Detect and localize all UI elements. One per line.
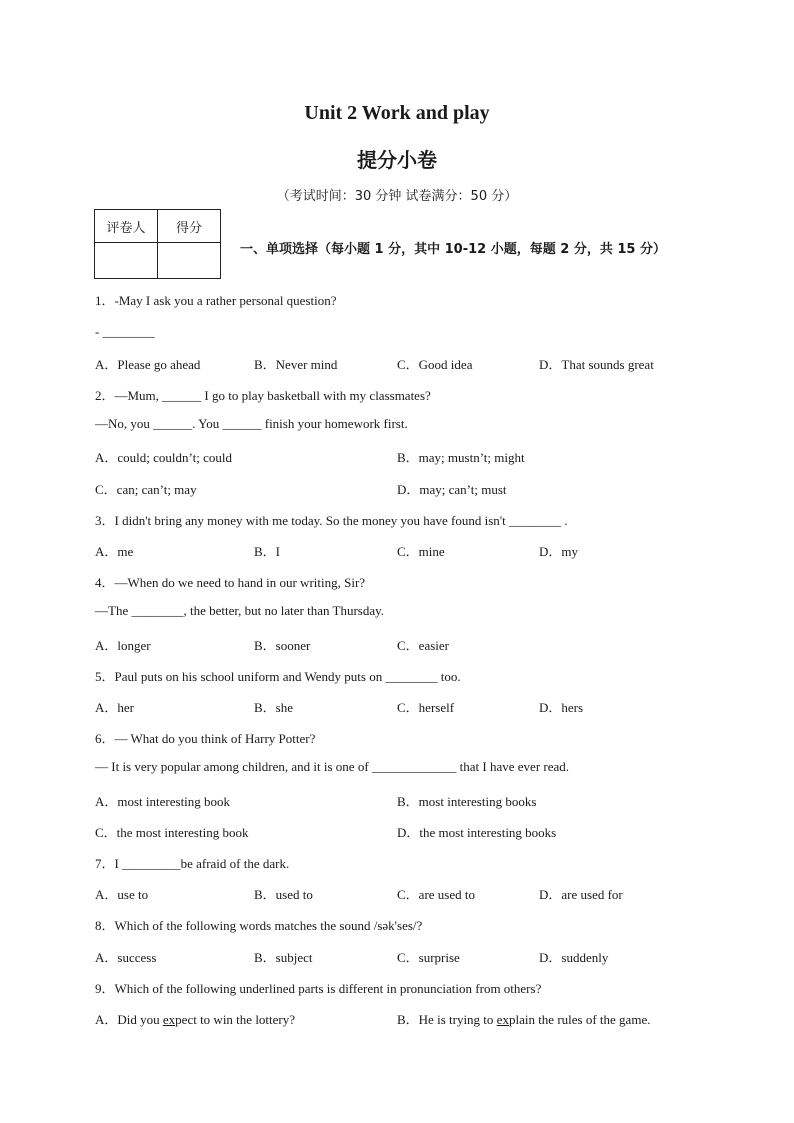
question-9-option-b[interactable]	[397, 1009, 650, 1028]
question-9-option-b-post: plain the rules of the game.	[508, 1012, 651, 1027]
question-1-stem: 1．-May I ask you a rather personal question?	[95, 293, 337, 308]
question-2-option-c[interactable]: C．can; can’t; may	[95, 482, 197, 497]
question-5-option-c[interactable]: C．herself	[397, 700, 455, 715]
question-9-option-a-pre: A．Did you	[95, 1012, 163, 1027]
question-7-option-c[interactable]: C．are used to	[397, 887, 475, 902]
question-3-option-c[interactable]: C．mine	[397, 544, 445, 559]
exam-info: （考试时间：30 分钟 试卷满分：50 分）	[276, 189, 518, 204]
page-title: Unit 2 Work and play	[304, 102, 490, 124]
question-4-stem-2: —The ________, the better, but no later than Thursday.	[95, 603, 385, 618]
question-9-option-a-underlined: ex	[162, 1012, 176, 1027]
question-5-option-a[interactable]: A．her	[95, 700, 134, 715]
question-6-option-a[interactable]: A．most interesting book	[95, 794, 231, 809]
question-3-stem: 3．I didn't bring any money with me today. So the money you have found isn't ________ .	[95, 513, 568, 528]
question-7-option-b[interactable]: B．used to	[254, 887, 313, 902]
question-3-option-a[interactable]: A．me	[95, 544, 134, 559]
question-8-option-a[interactable]: A．success	[95, 950, 157, 965]
question-9-option-b-underlined: ex	[496, 1012, 509, 1027]
question-4-option-b[interactable]: B．sooner	[254, 638, 311, 653]
question-4-option-c[interactable]: C．easier	[397, 638, 449, 653]
question-9-stem: 9．Which of the following underlined parts is different in pronunciation from others?	[95, 981, 542, 996]
question-8-stem: 8．Which of the following words matches the sound /sək'ses/?	[95, 918, 423, 933]
score-table	[94, 209, 221, 279]
question-8-option-b[interactable]: B．subject	[254, 950, 313, 965]
score-table-score-header: 得分	[158, 210, 221, 243]
question-1-option-d[interactable]: D．That sounds great	[539, 357, 654, 372]
score-table-grader-header: 评卷人	[95, 210, 158, 243]
question-6-option-b[interactable]: B．most interesting books	[397, 794, 537, 809]
question-6-stem: 6．— What do you think of Harry Potter?	[95, 731, 316, 746]
question-2-option-b[interactable]: B．may; mustn’t; might	[397, 450, 525, 465]
question-1-option-a[interactable]: A．Please go ahead	[95, 357, 201, 372]
question-5-option-b[interactable]: B．she	[254, 700, 294, 715]
question-7-stem: 7．I _________be afraid of the dark.	[95, 856, 290, 871]
question-6-option-d[interactable]: D．the most interesting books	[397, 825, 557, 840]
question-8-option-d[interactable]: D．suddenly	[539, 950, 609, 965]
question-6-stem-2: — It is very popular among children, and it is one of _____________ that I have ever read.	[95, 759, 570, 774]
question-1-option-b[interactable]: B．Never mind	[254, 357, 338, 372]
question-1-option-c[interactable]: C．Good idea	[397, 357, 473, 372]
question-2-stem-2: —No, you ______. You ______ finish your homework first.	[95, 416, 408, 431]
section-title: 一、单项选择（每小题 1 分，其中 10-12 小题，每题 2 分，共 15 分）	[240, 242, 666, 257]
score-table-grader-cell[interactable]	[95, 243, 158, 279]
question-2-option-d[interactable]: D．may; can’t; must	[397, 482, 507, 497]
question-9-option-a[interactable]	[95, 1009, 295, 1028]
question-8-option-c[interactable]: C．surprise	[397, 950, 460, 965]
question-3-option-b[interactable]: B．I	[254, 544, 281, 559]
question-7-option-d[interactable]: D．are used for	[539, 887, 623, 902]
question-2-stem: 2．—Mum, ______ I go to play basketball with my classmates?	[95, 388, 431, 403]
question-5-option-d[interactable]: D．hers	[539, 700, 584, 715]
question-7-option-a[interactable]: A．use to	[95, 887, 149, 902]
question-4-stem: 4．—When do we need to hand in our writing, Sir?	[95, 575, 366, 590]
question-1-blank: - ________	[95, 324, 155, 339]
question-4-option-a[interactable]: A．longer	[95, 638, 151, 653]
question-5-stem: 5．Paul puts on his school uniform and Wendy puts on ________ too.	[95, 669, 461, 684]
question-3-option-d[interactable]: D．my	[539, 544, 579, 559]
question-9-option-a-post: pect to win the lottery?	[175, 1012, 296, 1027]
question-6-option-c[interactable]: C．the most interesting book	[95, 825, 249, 840]
page-subtitle: 提分小卷	[357, 148, 437, 172]
score-table-score-cell[interactable]	[158, 243, 221, 279]
question-9-option-b-pre: B．He is trying to	[397, 1012, 497, 1027]
question-2-option-a[interactable]: A．could; couldn’t; could	[95, 450, 232, 465]
